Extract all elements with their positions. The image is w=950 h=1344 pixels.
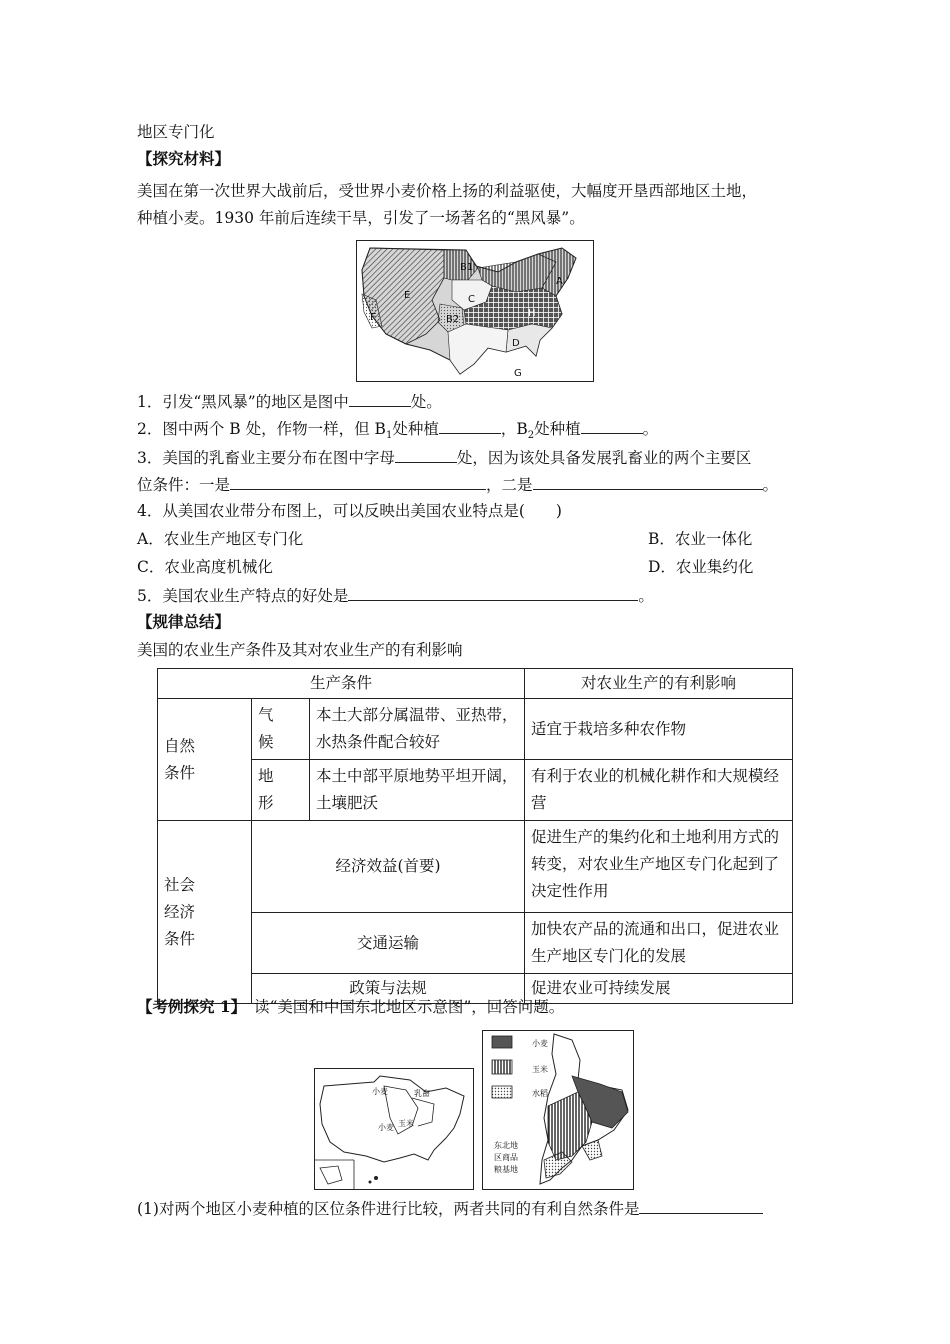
cell-social: 社会经济条件 [158, 821, 252, 1004]
region-label-3: 粮基地 [494, 1165, 518, 1174]
heading: 地区专门化 [137, 123, 215, 141]
cell-natural: 自然条件 [158, 699, 252, 821]
answer-blank[interactable] [639, 1198, 763, 1214]
material-line-2: 种植小麦。1930 年前后连续干旱，引发了一场著名的“黑风暴”。 [137, 209, 585, 227]
option-c[interactable]: C．农业高度机械化 [137, 558, 273, 576]
map2-label-corn: 玉米 [398, 1119, 414, 1128]
cell-terrain: 地形 [252, 760, 310, 821]
cell-terrain-desc: 本土中部平原地势平坦开阔，土壤肥沃 [310, 760, 525, 821]
example-title-line: 【考例探究 1】 读“美国和中国东北地区示意图”，回答问题。 [137, 997, 565, 1016]
map1-label-d: D [512, 338, 520, 349]
legend-wheat: 小麦 [532, 1039, 548, 1048]
header-conditions: 生产条件 [158, 669, 525, 699]
question-1: 1．引发“黑风暴”的地区是图中 处。 [137, 393, 442, 411]
northeast-china-map [482, 1030, 634, 1190]
map1-label-g: G [514, 368, 522, 379]
answer-blank[interactable] [230, 474, 486, 490]
map1-label-b2: B2 [446, 314, 460, 325]
table-caption: 美国的农业生产条件及其对农业生产的有利影响 [137, 641, 463, 659]
region-label-2: 区商品 [494, 1153, 518, 1162]
option-b[interactable]: B．农业一体化 [648, 530, 753, 548]
cell-econ: 经济效益(首要) [252, 821, 525, 913]
cell-policy: 政策与法规 [252, 974, 525, 1004]
cell-climate: 气候 [252, 699, 310, 760]
question-3: 3．美国的乳畜业主要分布在图中字母 处，因为该处具备发展乳畜业的两个主要区 [137, 449, 752, 467]
option-a[interactable]: A．农业生产地区专门化 [137, 530, 304, 548]
map2-label-wheat-south: 小麦 [378, 1123, 394, 1132]
cell-terrain-effect: 有利于农业的机械化耕作和大规模经营 [525, 760, 793, 821]
question-5: 5．美国农业生产特点的好处是 。 [137, 587, 654, 605]
answer-blank[interactable] [439, 418, 501, 434]
cell-transport-effect: 加快农产品的流通和出口，促进农业生产地区专门化的发展 [525, 913, 793, 974]
map2-label-dairy: 乳畜 [414, 1089, 430, 1098]
question-2: 2．图中两个 B 处，作物一样，但 $B_1$处种植 ，$B_2$处种植 。 [137, 420, 659, 442]
conditions-table [157, 668, 793, 1004]
cell-econ-effect: 促进生产的集约化和土地利用方式的转变，对农业生产地区专门化起到了决定性作用 [525, 821, 793, 913]
map1-label-c: C [468, 294, 475, 305]
cell-policy-effect: 促进农业可持续发展 [525, 974, 793, 1004]
legend-rice: 水稻 [532, 1089, 548, 1098]
section-explore-title: 【探究材料】 [137, 149, 231, 168]
map1-label-e: E [404, 290, 411, 301]
region-label-1: 东北地 [494, 1141, 518, 1150]
answer-blank[interactable] [533, 474, 763, 490]
map1-label-b1: B1 [460, 262, 474, 273]
answer-blank[interactable] [581, 418, 643, 434]
cell-climate-desc: 本土大部分属温带、亚热带，水热条件配合较好 [310, 699, 525, 760]
us-agriculture-belt-map [356, 240, 594, 382]
usa-agriculture-map [314, 1068, 474, 1190]
answer-blank[interactable] [349, 391, 411, 407]
map2-label-wheat-north: 小麦 [372, 1087, 388, 1096]
material-line-1: 美国在第一次世界大战前后，受世界小麦价格上扬的利益驱使，大幅度开垦西部地区土地， [137, 182, 758, 200]
cell-climate-effect: 适宜于栽培多种农作物 [525, 699, 793, 760]
map1-label-a: A [556, 276, 563, 287]
question-4: 4．从美国农业带分布图上，可以反映出美国农业特点是( ) [137, 502, 562, 520]
map1-label-f: F [370, 312, 376, 323]
option-d[interactable]: D．农业集约化 [648, 558, 754, 576]
question-final: (1)对两个地区小麦种植的区位条件进行比较，两者共同的有利自然条件是 [137, 1198, 763, 1219]
legend-corn: 玉米 [532, 1065, 548, 1074]
answer-blank[interactable] [348, 585, 638, 601]
section-summary-title: 【规律总结】 [137, 612, 231, 631]
cell-transport: 交通运输 [252, 913, 525, 974]
map1-label-h: H [528, 308, 536, 319]
question-3-cont: 位条件：一是 ，二是 。 [137, 476, 779, 494]
header-effect: 对农业生产的有利影响 [525, 669, 793, 699]
answer-blank[interactable] [395, 447, 457, 463]
